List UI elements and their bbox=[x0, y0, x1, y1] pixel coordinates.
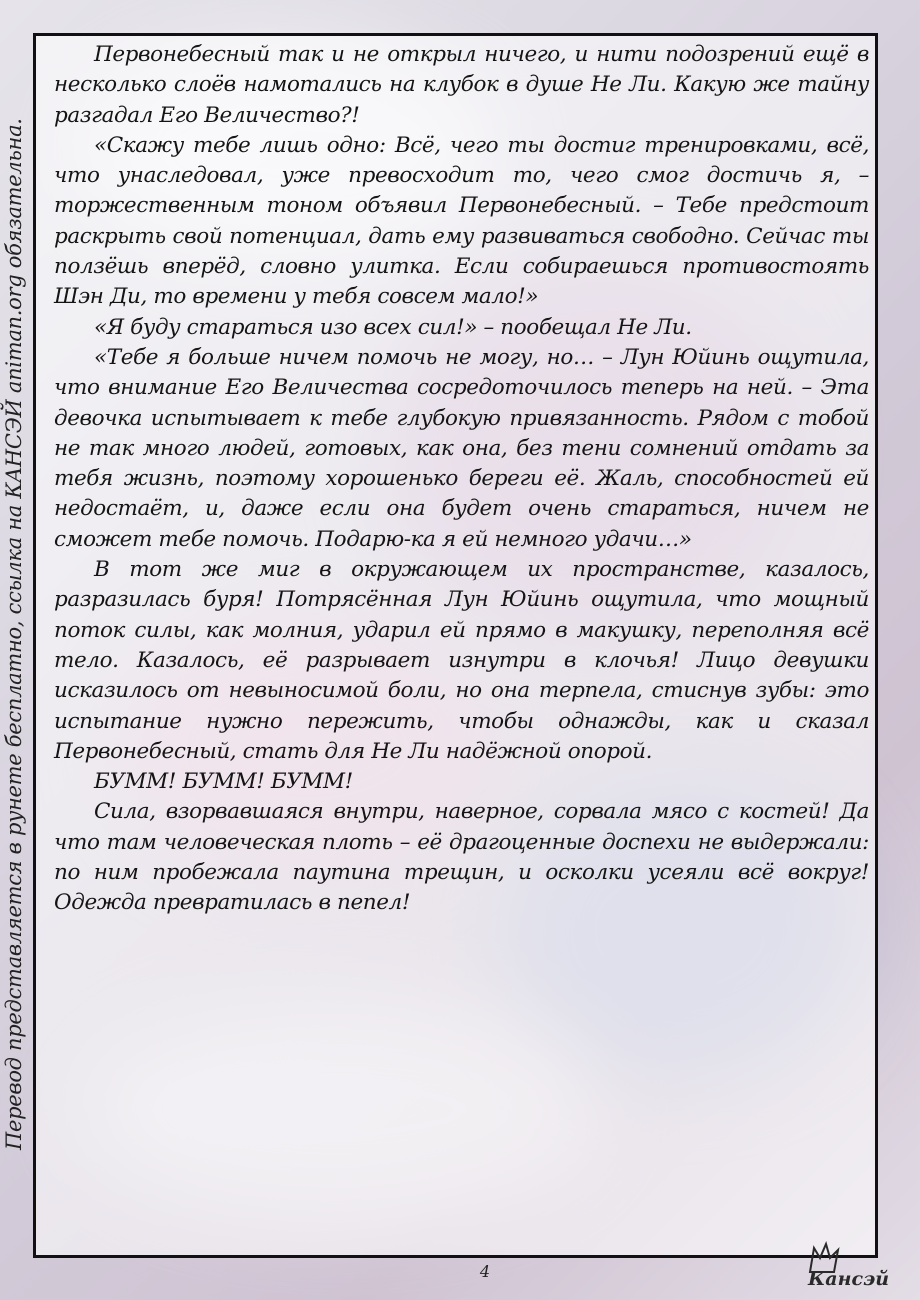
paragraph: «Я буду стараться изо всех сил!» – пообещал Не Ли. bbox=[94, 314, 692, 340]
paragraph: Первонебесный так и не открыл ничего, и нити подозрений ещё в несколько слоёв намотались на клубок в душе Не Ли. Какую же тайну разгадал Его Величество?! bbox=[54, 42, 869, 128]
paragraph: «Скажу тебе лишь одно: Всё, чего ты достиг тренировками, всё, что унаследовал, уже превосходит то, чего смог достичь я, – торжественным тоном объявил Первонебесный. – Тебе предстоит раскрыть свой потенциал, дать ему развиваться свободно. Сейчас ты ползёшь вперёд, словно улитка. Если собираешься противостоять Шэн Ди, то времени у тебя совсем мало!» bbox=[54, 132, 869, 310]
sidebar-note: Перевод представляется в рунете бесплатно, ссылка на КАНСЭЙ animan.org обязательна. bbox=[2, 118, 26, 1150]
logo-text: Кансэй bbox=[808, 1268, 890, 1290]
paragraph: «Тебе я больше ничем помочь не могу, но… – Лун Юйинь ощутила, что внимание Его Величества сосредоточилось теперь на ней. – Эта девочка испытывает к тебе глубокую привязанность. Рядом с тобой не так много людей, готовых, как она, без тени сомнений отдать за тебя жизнь, поэтому хорошенько береги её. Жаль, способностей ей недостаёт, и, даже если она будет очень стараться, ничем не сможет тебе помочь. Подарю-ка я ей немного удачи…» bbox=[54, 344, 869, 552]
kansei-logo bbox=[800, 1240, 895, 1295]
page-number: 4 bbox=[479, 1262, 491, 1281]
paragraph: БУММ! БУММ! БУММ! bbox=[94, 769, 353, 795]
paragraph: Сила, взорвавшаяся внутри, наверное, сорвала мясо с костей! Да что там человеческая плоть – её драгоценные доспехи не выдержали: по ним пробежала паутина трещин, и осколки усеяли всё вокруг! Одежда превратилась в пепел! bbox=[54, 799, 869, 916]
paragraph: В тот же миг в окружающем их пространстве, казалось, разразилась буря! Потрясённая Лун Юйинь ощутила, что мощный поток силы, как молния, ударил ей прямо в макушку, переполняя всё тело. Казалось, её разрывает изнутри в клочья! Лицо девушки исказилось от невыносимой боли, но она терпела, стиснув зубы: это испытание нужно пережить, чтобы однажды, как и сказал Первонебесный, стать для Не Ли надёжной опорой. bbox=[54, 557, 869, 764]
document-body bbox=[54, 40, 869, 919]
